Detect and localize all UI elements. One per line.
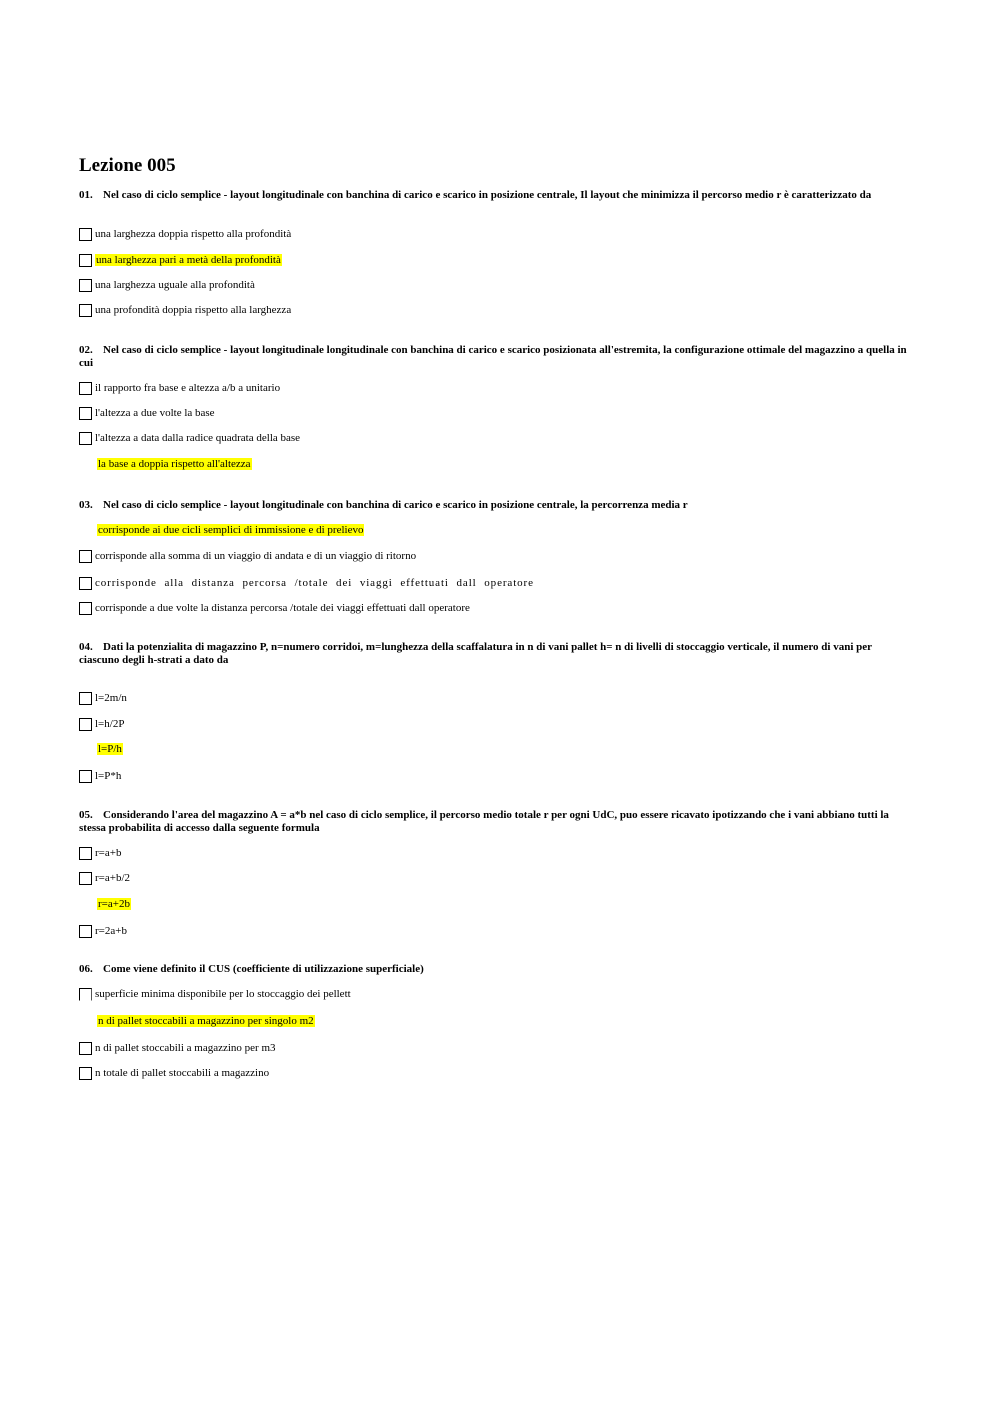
option-06-d[interactable] (79, 1065, 269, 1081)
option-06-b[interactable] (79, 1013, 315, 1029)
option-text: n di pallet stoccabili a magazzino per m3 (95, 1042, 276, 1054)
option-text: l=P*h (95, 770, 122, 782)
question-04 (79, 641, 914, 667)
question-01 (79, 189, 914, 202)
option-text: corrisponde alla distanza percorsa /totale dei viaggi effettuati dall operatore (95, 577, 534, 589)
option-05-a[interactable] (79, 845, 121, 861)
option-text: l'altezza a data dalla radice quadrata della base (95, 432, 301, 444)
option-01-d[interactable] (79, 302, 291, 318)
option-text: una larghezza uguale alla profondità (95, 279, 255, 291)
option-02-d[interactable] (79, 456, 252, 472)
option-text: corrisponde a due volte la distanza percorsa /totale dei viaggi effettuati dall operatore (95, 602, 470, 614)
question-number: 06. (79, 963, 93, 975)
option-text: una larghezza doppia rispetto alla profondità (95, 228, 292, 240)
option-text: una profondità doppia rispetto alla larghezza (95, 304, 292, 316)
question-text: Nel caso di ciclo semplice - layout longitudinale con banchina di carico e scarico in posizione centrale, Il layout che minimizza il percorso medio r è caratterizzato da (103, 189, 872, 201)
checkbox[interactable] (79, 692, 92, 705)
option-text: corrisponde alla somma di un viaggio di andata e di un viaggio di ritorno (95, 550, 417, 562)
option-text: il rapporto fra base e altezza a/b a unitario (95, 382, 281, 394)
checkbox[interactable] (79, 407, 92, 420)
checkbox[interactable] (79, 304, 92, 317)
option-text: l=2m/n (95, 692, 127, 704)
checkbox[interactable] (79, 279, 92, 292)
option-text: r=a+b (95, 847, 122, 859)
option-05-c[interactable] (79, 896, 131, 912)
question-text: Nel caso di ciclo semplice - layout longitudinale longitudinale con banchina di carico e scarico posizionata all'estremita, la configurazione ottimale del magazzino a quella in cui (79, 344, 907, 369)
checkbox[interactable] (79, 718, 92, 731)
page-title: Lezione 005 (79, 155, 176, 176)
option-text: superficie minima disponibile per lo stoccaggio dei pellett (95, 988, 351, 1000)
option-text: l=h/2P (95, 718, 125, 730)
question-text: Nel caso di ciclo semplice - layout longitudinale con banchina di carico e scarico in posizione centrale, la percorrenza media r (103, 499, 688, 511)
option-text-highlighted: n di pallet stoccabili a magazzino per singolo m2 (98, 1015, 314, 1027)
question-number: 05. (79, 809, 93, 821)
option-05-d[interactable] (79, 923, 127, 939)
question-number: 02. (79, 344, 93, 356)
question-text: Considerando l'area del magazzino A = a*b nel caso di ciclo semplice, il percorso medio totale r per ogni UdC, puo essere ricavato ipotizzando che i vani abbiano tutti la stessa probabilita di accesso dalla seguente formula (79, 809, 889, 834)
option-text: r=2a+b (95, 925, 127, 937)
option-02-c[interactable] (79, 430, 300, 446)
checkbox[interactable] (79, 254, 92, 267)
checkbox[interactable] (79, 988, 92, 1001)
option-05-b[interactable] (79, 870, 130, 886)
option-02-a[interactable] (79, 380, 280, 396)
option-text-highlighted: corrisponde ai due cicli semplici di immissione e di prelievo (98, 524, 364, 536)
option-04-a[interactable] (79, 690, 127, 706)
option-04-b[interactable] (79, 716, 124, 732)
option-01-b[interactable] (79, 252, 282, 268)
option-text-highlighted: la base a doppia rispetto all'altezza (98, 458, 251, 470)
option-06-a[interactable] (79, 986, 351, 1002)
option-04-c[interactable] (79, 741, 123, 757)
checkbox[interactable] (79, 432, 92, 445)
option-text-highlighted: r=a+2b (98, 898, 130, 910)
checkbox[interactable] (79, 550, 92, 563)
checkbox[interactable] (79, 847, 92, 860)
checkbox[interactable] (79, 228, 92, 241)
checkbox[interactable] (79, 382, 92, 395)
option-text-highlighted: l=P/h (98, 743, 122, 755)
question-02 (79, 344, 914, 370)
checkbox[interactable] (79, 1042, 92, 1055)
question-03 (79, 499, 914, 512)
option-text: r=a+b/2 (95, 872, 131, 884)
question-06 (79, 963, 914, 976)
checkbox[interactable] (79, 602, 92, 615)
option-03-a[interactable] (79, 522, 364, 538)
option-01-c[interactable] (79, 277, 255, 293)
option-03-b[interactable] (79, 548, 416, 564)
checkbox[interactable] (79, 770, 92, 783)
option-text: l'altezza a due volte la base (95, 407, 215, 419)
question-number: 01. (79, 189, 93, 201)
option-01-a[interactable] (79, 226, 291, 242)
option-06-c[interactable] (79, 1040, 276, 1056)
option-04-d[interactable] (79, 768, 121, 784)
question-text: Dati la potenzialita di magazzino P, n=numero corridoi, m=lunghezza della scaffalatura in n di vani pallet h= n di livelli di stoccaggio verticale, il numero di vani per ciascuno degli h-strati a dato da (79, 641, 872, 666)
question-number: 03. (79, 499, 93, 511)
option-03-d[interactable] (79, 600, 470, 616)
question-05 (79, 809, 914, 835)
question-text: Come viene definito il CUS (coefficiente di utilizzazione superficiale) (103, 963, 424, 975)
checkbox[interactable] (79, 577, 92, 590)
option-text: n totale di pallet stoccabili a magazzino (95, 1067, 270, 1079)
question-number: 04. (79, 641, 93, 653)
checkbox[interactable] (79, 925, 92, 938)
option-03-c[interactable] (79, 575, 534, 591)
option-text-highlighted: una larghezza pari a metà della profondità (96, 254, 281, 266)
checkbox[interactable] (79, 872, 92, 885)
option-02-b[interactable] (79, 405, 215, 421)
checkbox[interactable] (79, 1067, 92, 1080)
